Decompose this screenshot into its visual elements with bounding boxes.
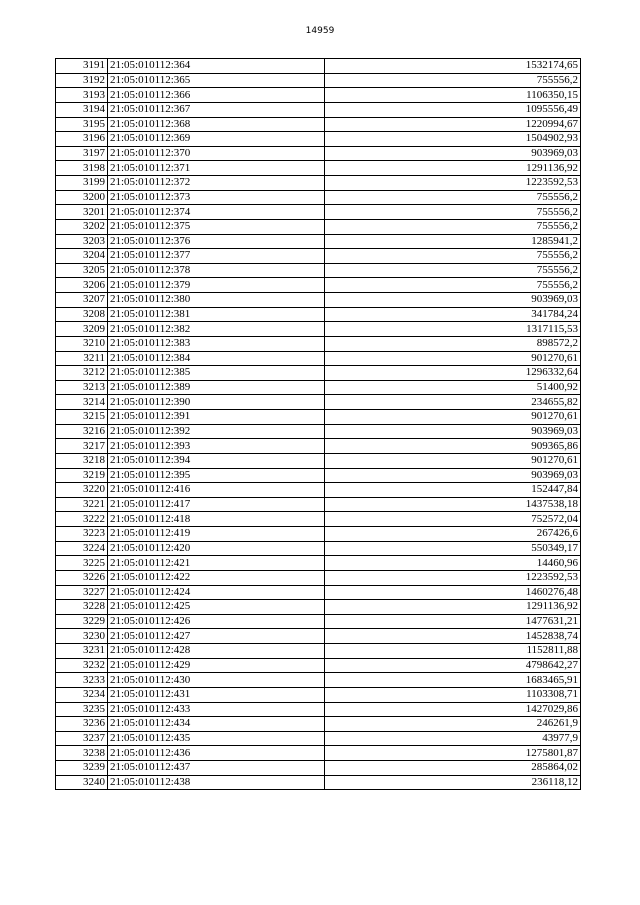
value-cell: 1317115,53 xyxy=(325,322,581,337)
value-cell: 901270,61 xyxy=(325,410,581,425)
value-cell: 1291136,92 xyxy=(325,161,581,176)
row-number-cell: 3195 xyxy=(56,117,108,132)
row-number-cell: 3214 xyxy=(56,395,108,410)
table-row xyxy=(56,88,581,103)
cadastral-number-cell: 21:05:010112:369 xyxy=(108,132,325,147)
row-number-cell: 3199 xyxy=(56,176,108,191)
row-number-cell: 3218 xyxy=(56,453,108,468)
row-number-cell: 3203 xyxy=(56,234,108,249)
value-cell: 1460276,48 xyxy=(325,585,581,600)
cadastral-number-cell: 21:05:010112:425 xyxy=(108,600,325,615)
value-cell: 1223592,53 xyxy=(325,176,581,191)
cadastral-number-cell: 21:05:010112:427 xyxy=(108,629,325,644)
cadastral-number-cell: 21:05:010112:371 xyxy=(108,161,325,176)
row-number-cell: 3217 xyxy=(56,439,108,454)
table-row xyxy=(56,380,581,395)
table-row xyxy=(56,731,581,746)
row-number-cell: 3206 xyxy=(56,278,108,293)
value-cell: 1152811,88 xyxy=(325,644,581,659)
table-row xyxy=(56,59,581,74)
value-cell: 755556,2 xyxy=(325,73,581,88)
value-cell: 755556,2 xyxy=(325,278,581,293)
cadastral-number-cell: 21:05:010112:366 xyxy=(108,88,325,103)
row-number-cell: 3205 xyxy=(56,263,108,278)
value-cell: 755556,2 xyxy=(325,263,581,278)
cadastral-number-cell: 21:05:010112:437 xyxy=(108,761,325,776)
value-cell: 1532174,65 xyxy=(325,59,581,74)
value-cell: 752572,04 xyxy=(325,512,581,527)
cadastral-number-cell: 21:05:010112:417 xyxy=(108,497,325,512)
cadastral-number-cell: 21:05:010112:372 xyxy=(108,176,325,191)
value-cell: 234655,82 xyxy=(325,395,581,410)
table-row xyxy=(56,702,581,717)
row-number-cell: 3227 xyxy=(56,585,108,600)
value-cell: 51400,92 xyxy=(325,380,581,395)
cadastral-number-cell: 21:05:010112:376 xyxy=(108,234,325,249)
row-number-cell: 3193 xyxy=(56,88,108,103)
cadastral-number-cell: 21:05:010112:391 xyxy=(108,410,325,425)
value-cell: 755556,2 xyxy=(325,190,581,205)
cadastral-number-cell: 21:05:010112:421 xyxy=(108,556,325,571)
table-row xyxy=(56,585,581,600)
value-cell: 755556,2 xyxy=(325,249,581,264)
table-body xyxy=(56,59,581,790)
table-row xyxy=(56,132,581,147)
table-row xyxy=(56,483,581,498)
row-number-cell: 3219 xyxy=(56,468,108,483)
row-number-cell: 3240 xyxy=(56,775,108,790)
row-number-cell: 3210 xyxy=(56,336,108,351)
table-row xyxy=(56,205,581,220)
row-number-cell: 3216 xyxy=(56,424,108,439)
cadastral-number-cell: 21:05:010112:378 xyxy=(108,263,325,278)
cadastral-value-table xyxy=(55,58,581,790)
table-row xyxy=(56,322,581,337)
table-row xyxy=(56,497,581,512)
row-number-cell: 3233 xyxy=(56,673,108,688)
cadastral-number-cell: 21:05:010112:375 xyxy=(108,219,325,234)
table-row xyxy=(56,278,581,293)
table-row xyxy=(56,351,581,366)
row-number-cell: 3209 xyxy=(56,322,108,337)
cadastral-number-cell: 21:05:010112:420 xyxy=(108,541,325,556)
cadastral-number-cell: 21:05:010112:395 xyxy=(108,468,325,483)
cadastral-number-cell: 21:05:010112:429 xyxy=(108,658,325,673)
value-cell: 1103308,71 xyxy=(325,687,581,702)
row-number-cell: 3196 xyxy=(56,132,108,147)
value-cell: 236118,12 xyxy=(325,775,581,790)
value-cell: 1291136,92 xyxy=(325,600,581,615)
page-number: 14959 xyxy=(305,26,335,36)
cadastral-number-cell: 21:05:010112:394 xyxy=(108,453,325,468)
row-number-cell: 3213 xyxy=(56,380,108,395)
row-number-cell: 3212 xyxy=(56,366,108,381)
table-row xyxy=(56,249,581,264)
row-number-cell: 3236 xyxy=(56,717,108,732)
table-row xyxy=(56,775,581,790)
value-cell: 901270,61 xyxy=(325,453,581,468)
table-row xyxy=(56,453,581,468)
value-cell: 909365,86 xyxy=(325,439,581,454)
cadastral-number-cell: 21:05:010112:392 xyxy=(108,424,325,439)
value-cell: 1427029,86 xyxy=(325,702,581,717)
row-number-cell: 3225 xyxy=(56,556,108,571)
cadastral-number-cell: 21:05:010112:418 xyxy=(108,512,325,527)
table-row xyxy=(56,761,581,776)
row-number-cell: 3223 xyxy=(56,527,108,542)
table-row xyxy=(56,570,581,585)
value-cell: 1296332,64 xyxy=(325,366,581,381)
value-cell: 1285941,2 xyxy=(325,234,581,249)
table-row xyxy=(56,366,581,381)
row-number-cell: 3198 xyxy=(56,161,108,176)
cadastral-number-cell: 21:05:010112:389 xyxy=(108,380,325,395)
value-cell: 903969,03 xyxy=(325,146,581,161)
row-number-cell: 3208 xyxy=(56,307,108,322)
cadastral-number-cell: 21:05:010112:390 xyxy=(108,395,325,410)
row-number-cell: 3202 xyxy=(56,219,108,234)
value-cell: 901270,61 xyxy=(325,351,581,366)
row-number-cell: 3197 xyxy=(56,146,108,161)
row-number-cell: 3228 xyxy=(56,600,108,615)
cadastral-number-cell: 21:05:010112:428 xyxy=(108,644,325,659)
table-row xyxy=(56,658,581,673)
cadastral-number-cell: 21:05:010112:364 xyxy=(108,59,325,74)
cadastral-number-cell: 21:05:010112:374 xyxy=(108,205,325,220)
cadastral-number-cell: 21:05:010112:426 xyxy=(108,614,325,629)
value-cell: 152447,84 xyxy=(325,483,581,498)
table-row xyxy=(56,512,581,527)
value-cell: 755556,2 xyxy=(325,205,581,220)
table-row xyxy=(56,439,581,454)
value-cell: 285864,02 xyxy=(325,761,581,776)
value-cell: 550349,17 xyxy=(325,541,581,556)
value-cell: 14460,96 xyxy=(325,556,581,571)
value-cell: 903969,03 xyxy=(325,293,581,308)
row-number-cell: 3237 xyxy=(56,731,108,746)
cadastral-number-cell: 21:05:010112:380 xyxy=(108,293,325,308)
table-row xyxy=(56,336,581,351)
value-cell: 903969,03 xyxy=(325,424,581,439)
cadastral-number-cell: 21:05:010112:365 xyxy=(108,73,325,88)
cadastral-number-cell: 21:05:010112:367 xyxy=(108,102,325,117)
row-number-cell: 3221 xyxy=(56,497,108,512)
value-cell: 1504902,93 xyxy=(325,132,581,147)
row-number-cell: 3239 xyxy=(56,761,108,776)
table-row xyxy=(56,644,581,659)
table-row xyxy=(56,219,581,234)
value-cell: 898572,2 xyxy=(325,336,581,351)
row-number-cell: 3222 xyxy=(56,512,108,527)
row-number-cell: 3200 xyxy=(56,190,108,205)
cadastral-number-cell: 21:05:010112:385 xyxy=(108,366,325,381)
table-row xyxy=(56,73,581,88)
table-row xyxy=(56,600,581,615)
table-row xyxy=(56,263,581,278)
value-cell: 903969,03 xyxy=(325,468,581,483)
table-row xyxy=(56,234,581,249)
value-cell: 267426,6 xyxy=(325,527,581,542)
table-row xyxy=(56,687,581,702)
row-number-cell: 3224 xyxy=(56,541,108,556)
cadastral-number-cell: 21:05:010112:368 xyxy=(108,117,325,132)
cadastral-number-cell: 21:05:010112:383 xyxy=(108,336,325,351)
table-row xyxy=(56,746,581,761)
table-row xyxy=(56,541,581,556)
table-row xyxy=(56,468,581,483)
row-number-cell: 3215 xyxy=(56,410,108,425)
value-cell: 1220994,67 xyxy=(325,117,581,132)
row-number-cell: 3207 xyxy=(56,293,108,308)
row-number-cell: 3230 xyxy=(56,629,108,644)
table-row xyxy=(56,527,581,542)
cadastral-number-cell: 21:05:010112:434 xyxy=(108,717,325,732)
row-number-cell: 3232 xyxy=(56,658,108,673)
cadastral-number-cell: 21:05:010112:384 xyxy=(108,351,325,366)
row-number-cell: 3201 xyxy=(56,205,108,220)
cadastral-number-cell: 21:05:010112:381 xyxy=(108,307,325,322)
table-row xyxy=(56,717,581,732)
cadastral-number-cell: 21:05:010112:438 xyxy=(108,775,325,790)
value-cell: 1223592,53 xyxy=(325,570,581,585)
table-row xyxy=(56,673,581,688)
cadastral-number-cell: 21:05:010112:379 xyxy=(108,278,325,293)
cadastral-number-cell: 21:05:010112:430 xyxy=(108,673,325,688)
cadastral-number-cell: 21:05:010112:435 xyxy=(108,731,325,746)
value-cell: 1452838,74 xyxy=(325,629,581,644)
value-cell: 246261,9 xyxy=(325,717,581,732)
row-number-cell: 3220 xyxy=(56,483,108,498)
table-row xyxy=(56,102,581,117)
cadastral-number-cell: 21:05:010112:433 xyxy=(108,702,325,717)
value-cell: 1683465,91 xyxy=(325,673,581,688)
table-row xyxy=(56,190,581,205)
table-row xyxy=(56,117,581,132)
value-cell: 43977,9 xyxy=(325,731,581,746)
row-number-cell: 3238 xyxy=(56,746,108,761)
row-number-cell: 3211 xyxy=(56,351,108,366)
cadastral-number-cell: 21:05:010112:377 xyxy=(108,249,325,264)
value-cell: 1437538,18 xyxy=(325,497,581,512)
table-row xyxy=(56,293,581,308)
cadastral-number-cell: 21:05:010112:419 xyxy=(108,527,325,542)
cadastral-number-cell: 21:05:010112:431 xyxy=(108,687,325,702)
cadastral-number-cell: 21:05:010112:422 xyxy=(108,570,325,585)
row-number-cell: 3229 xyxy=(56,614,108,629)
table-row xyxy=(56,424,581,439)
cadastral-number-cell: 21:05:010112:436 xyxy=(108,746,325,761)
cadastral-number-cell: 21:05:010112:370 xyxy=(108,146,325,161)
row-number-cell: 3194 xyxy=(56,102,108,117)
table-row xyxy=(56,614,581,629)
row-number-cell: 3226 xyxy=(56,570,108,585)
table-row xyxy=(56,307,581,322)
table-row xyxy=(56,161,581,176)
value-cell: 1095556,49 xyxy=(325,102,581,117)
cadastral-number-cell: 21:05:010112:424 xyxy=(108,585,325,600)
row-number-cell: 3192 xyxy=(56,73,108,88)
value-cell: 755556,2 xyxy=(325,219,581,234)
cadastral-number-cell: 21:05:010112:382 xyxy=(108,322,325,337)
cadastral-number-cell: 21:05:010112:416 xyxy=(108,483,325,498)
table-row xyxy=(56,629,581,644)
row-number-cell: 3204 xyxy=(56,249,108,264)
value-cell: 341784,24 xyxy=(325,307,581,322)
value-cell: 1275801,87 xyxy=(325,746,581,761)
table-row xyxy=(56,556,581,571)
row-number-cell: 3234 xyxy=(56,687,108,702)
cadastral-number-cell: 21:05:010112:373 xyxy=(108,190,325,205)
value-cell: 4798642,27 xyxy=(325,658,581,673)
value-cell: 1477631,21 xyxy=(325,614,581,629)
cadastral-number-cell: 21:05:010112:393 xyxy=(108,439,325,454)
row-number-cell: 3235 xyxy=(56,702,108,717)
table-row xyxy=(56,410,581,425)
table-row xyxy=(56,395,581,410)
value-cell: 1106350,15 xyxy=(325,88,581,103)
table-row xyxy=(56,146,581,161)
table-row xyxy=(56,176,581,191)
row-number-cell: 3191 xyxy=(56,59,108,74)
row-number-cell: 3231 xyxy=(56,644,108,659)
